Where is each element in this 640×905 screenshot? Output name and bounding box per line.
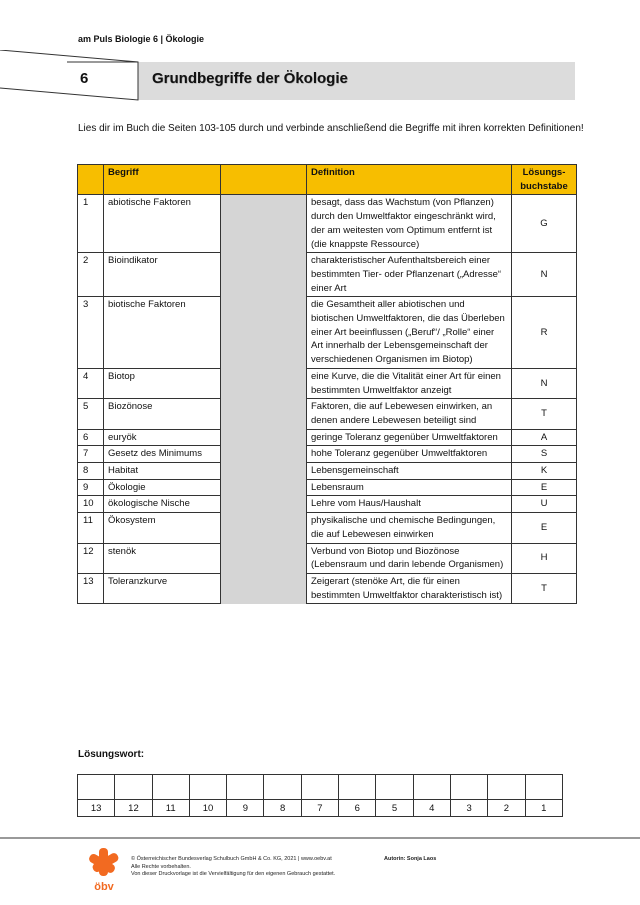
table-row bbox=[78, 297, 577, 369]
solution-letter-box[interactable] bbox=[339, 775, 376, 800]
author-credit: Autorin: Sonja Laos bbox=[384, 856, 437, 862]
row-number: 1 bbox=[78, 195, 104, 253]
solution-position-number: 10 bbox=[189, 800, 226, 817]
row-letter: T bbox=[512, 573, 577, 603]
row-definition: Verbund von Biotop und Biozönose (Lebensraum und darin lebende Organismen) bbox=[307, 543, 512, 573]
row-letter: K bbox=[512, 463, 577, 480]
table-row bbox=[78, 479, 577, 496]
solution-position-number: 7 bbox=[301, 800, 338, 817]
solution-letter-box[interactable] bbox=[115, 775, 152, 800]
row-letter: G bbox=[512, 195, 577, 253]
solution-letter-box[interactable] bbox=[525, 775, 562, 800]
oebv-logo bbox=[84, 846, 124, 894]
row-number: 6 bbox=[78, 429, 104, 446]
row-letter: A bbox=[512, 429, 577, 446]
row-definition: geringe Toleranz gegenüber Umweltfaktoren bbox=[307, 429, 512, 446]
header-num bbox=[78, 165, 104, 195]
row-number: 7 bbox=[78, 446, 104, 463]
row-term: ökologische Nische bbox=[104, 496, 221, 513]
row-number: 12 bbox=[78, 543, 104, 573]
solution-letter-box[interactable] bbox=[189, 775, 226, 800]
row-number: 5 bbox=[78, 399, 104, 429]
row-number: 11 bbox=[78, 513, 104, 543]
row-letter: N bbox=[512, 368, 577, 398]
row-number: 8 bbox=[78, 463, 104, 480]
solution-letter-box[interactable] bbox=[450, 775, 487, 800]
row-definition: charakteristischer Aufenthaltsbereich einer bestimmten Tier- oder Pflanzenart („Adresse“ einer Art bbox=[307, 253, 512, 297]
row-term: stenök bbox=[104, 543, 221, 573]
solution-position-number: 1 bbox=[525, 800, 562, 817]
solution-position-number: 12 bbox=[115, 800, 152, 817]
row-term: Toleranzkurve bbox=[104, 573, 221, 603]
row-number: 13 bbox=[78, 573, 104, 603]
header-term: Begriff bbox=[104, 165, 221, 195]
row-term: Habitat bbox=[104, 463, 221, 480]
row-term: Gesetz des Minimums bbox=[104, 446, 221, 463]
row-link-area bbox=[221, 446, 307, 463]
row-number: 3 bbox=[78, 297, 104, 369]
solution-label: Lösungswort: bbox=[78, 749, 145, 760]
row-term: biotische Faktoren bbox=[104, 297, 221, 369]
table-row bbox=[78, 463, 577, 480]
row-number: 10 bbox=[78, 496, 104, 513]
solution-letter-box[interactable] bbox=[227, 775, 264, 800]
svg-text:öbv: öbv bbox=[94, 881, 114, 893]
row-definition: besagt, dass das Wachstum (von Pflanzen) durch den Umweltfaktor eingeschränkt wird, der am weitesten vom Optimum entfernt ist (die knappste Ressource) bbox=[307, 195, 512, 253]
chapter-title: Grundbegriffe der Ökologie bbox=[152, 70, 348, 87]
row-definition: eine Kurve, die die Vitalität einer Art für einen bestimmten Umweltfaktor anzeigt bbox=[307, 368, 512, 398]
row-number: 4 bbox=[78, 368, 104, 398]
solution-grid bbox=[77, 774, 563, 817]
row-link-area bbox=[221, 195, 307, 253]
chapter-number: 6 bbox=[80, 70, 89, 87]
table-row bbox=[78, 253, 577, 297]
solution-letter-box[interactable] bbox=[264, 775, 301, 800]
row-link-area bbox=[221, 543, 307, 573]
header-link bbox=[221, 165, 307, 195]
row-link-area bbox=[221, 368, 307, 398]
row-letter: E bbox=[512, 513, 577, 543]
solution-letter-box[interactable] bbox=[376, 775, 413, 800]
copyright-notice: © Österreichischer Bundesverlag Schulbuch GmbH & Co. KG, 2021 | www.oebv.at Alle Rechte vorbehalten. Von dieser Druckvorlage ist die Vervielfältigung für den eigenen Gebrauch gestattet. bbox=[131, 856, 336, 877]
row-definition: Faktoren, die auf Lebewesen einwirken, an denen andere Lebewesen beteiligt sind bbox=[307, 399, 512, 429]
row-link-area bbox=[221, 463, 307, 480]
row-term: Ökologie bbox=[104, 479, 221, 496]
row-link-area bbox=[221, 253, 307, 297]
row-definition: physikalische und chemische Bedingungen, die auf Lebewesen einwirken bbox=[307, 513, 512, 543]
solution-position-number: 8 bbox=[264, 800, 301, 817]
table-row bbox=[78, 399, 577, 429]
table-row bbox=[78, 543, 577, 573]
row-definition: hohe Toleranz gegenüber Umweltfaktoren bbox=[307, 446, 512, 463]
row-link-area bbox=[221, 297, 307, 369]
row-definition: Lebensgemeinschaft bbox=[307, 463, 512, 480]
table-row bbox=[78, 446, 577, 463]
table-row bbox=[78, 368, 577, 398]
solution-position-number: 13 bbox=[78, 800, 115, 817]
row-number: 9 bbox=[78, 479, 104, 496]
solution-position-number: 9 bbox=[227, 800, 264, 817]
header-letter: Lösungs-buchstabe bbox=[512, 165, 577, 195]
table-row bbox=[78, 573, 577, 603]
row-link-area bbox=[221, 399, 307, 429]
row-term: Biotop bbox=[104, 368, 221, 398]
row-definition: Lehre vom Haus/Haushalt bbox=[307, 496, 512, 513]
row-letter: S bbox=[512, 446, 577, 463]
solution-position-number: 11 bbox=[152, 800, 189, 817]
solution-letter-box[interactable] bbox=[413, 775, 450, 800]
instruction-text: Lies dir im Buch die Seiten 103-105 durch und verbinde anschließend die Begriffe mit ihren korrekten Definitionen! bbox=[78, 123, 584, 134]
solution-position-number: 4 bbox=[413, 800, 450, 817]
solution-letter-box[interactable] bbox=[488, 775, 525, 800]
table-header-row bbox=[78, 165, 577, 195]
solution-position-number: 2 bbox=[488, 800, 525, 817]
row-definition: Lebensraum bbox=[307, 479, 512, 496]
table-row bbox=[78, 496, 577, 513]
row-letter: N bbox=[512, 253, 577, 297]
row-definition: Zeigerart (stenöke Art, die für einen bestimmten Umweltfaktor charakteristisch ist) bbox=[307, 573, 512, 603]
header-definition: Definition bbox=[307, 165, 512, 195]
solution-position-number: 3 bbox=[450, 800, 487, 817]
table-row bbox=[78, 429, 577, 446]
row-term: Ökosystem bbox=[104, 513, 221, 543]
solution-letter-box[interactable] bbox=[301, 775, 338, 800]
solution-letter-box[interactable] bbox=[78, 775, 115, 800]
row-letter: T bbox=[512, 399, 577, 429]
row-link-area bbox=[221, 496, 307, 513]
solution-letter-box[interactable] bbox=[152, 775, 189, 800]
row-term: Bioindikator bbox=[104, 253, 221, 297]
row-letter: E bbox=[512, 479, 577, 496]
row-letter: R bbox=[512, 297, 577, 369]
row-link-area bbox=[221, 573, 307, 603]
row-link-area bbox=[221, 429, 307, 446]
row-term: euryök bbox=[104, 429, 221, 446]
row-link-area bbox=[221, 513, 307, 543]
solution-position-number: 6 bbox=[339, 800, 376, 817]
row-term: abiotische Faktoren bbox=[104, 195, 221, 253]
row-term: Biozönose bbox=[104, 399, 221, 429]
footer-divider bbox=[0, 837, 640, 841]
row-number: 2 bbox=[78, 253, 104, 297]
running-header: am Puls Biologie 6 | Ökologie bbox=[78, 34, 205, 44]
solution-position-number: 5 bbox=[376, 800, 413, 817]
table-row bbox=[78, 195, 577, 253]
row-letter: H bbox=[512, 543, 577, 573]
row-definition: die Gesamtheit aller abiotischen und biotischen Umweltfaktoren, die das Überleben einer Art beeinflussen („Beruf“/ „Rolle“ einer Art innerhalb der Lebensgemeinschaft der verschiedenen Organismen im Biotop) bbox=[307, 297, 512, 369]
row-link-area bbox=[221, 479, 307, 496]
row-letter: U bbox=[512, 496, 577, 513]
table-row bbox=[78, 513, 577, 543]
matching-table bbox=[77, 164, 577, 604]
